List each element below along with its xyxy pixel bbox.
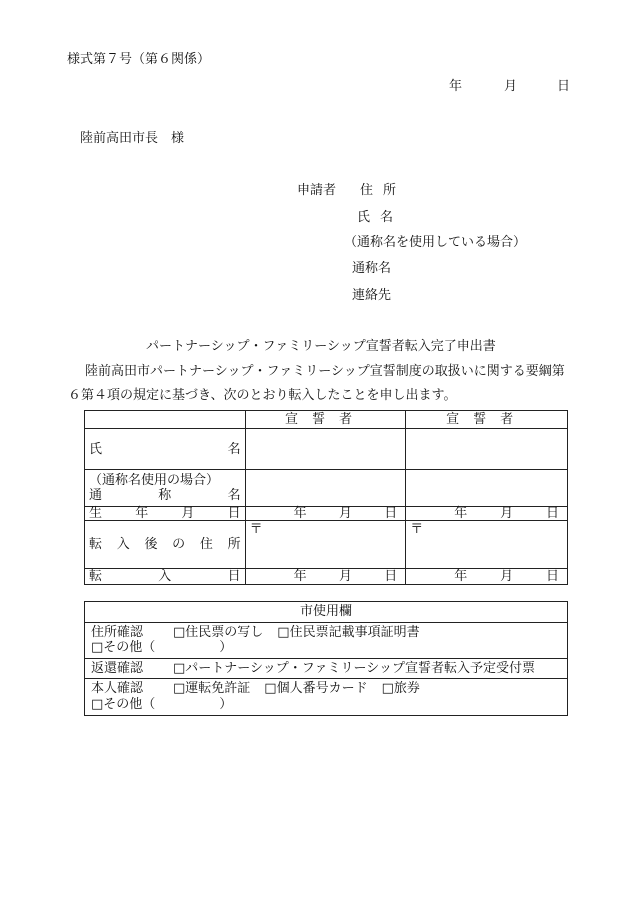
body-text-line-1: 陸前高田市パートナーシップ・ファミリーシップ宣誓制度の取扱いに関する要綱第 <box>85 364 565 379</box>
applicant-contact-label: 連絡先 <box>352 288 392 303</box>
declarant-2-alias-field[interactable] <box>406 470 568 507</box>
form-number: 様式第７号（第６関係） <box>67 52 211 67</box>
identity-check-option-other[interactable]: □その他（ <box>91 696 156 712</box>
date-month-unit: 月 <box>504 79 518 94</box>
document-title: パートナーシップ・ファミリーシップ宣誓者転入完了申出書 <box>146 339 496 354</box>
declarant-1-name-field[interactable] <box>245 429 406 470</box>
declarant-1-move-in-date-field[interactable]: 年 月 日 <box>245 569 406 585</box>
declarant-table <box>84 410 568 585</box>
applicant-label: 申請者 <box>297 183 337 198</box>
declarant-2-birthdate-field[interactable]: 年 月 日 <box>406 507 568 521</box>
address-check-option-resident-certificate[interactable]: □住民票記載事項証明書 <box>277 624 420 640</box>
office-use-table <box>84 601 568 716</box>
address-check-option-resident-copy[interactable]: □住民票の写し <box>173 624 264 640</box>
declarant-1-birthdate-field[interactable]: 年 月 日 <box>245 507 406 521</box>
postal-mark-icon: 〒 <box>249 522 263 537</box>
move-in-date-label: 転 入 日 <box>89 569 241 584</box>
table-header-row <box>85 411 568 429</box>
applicant-alias-label: 通称名 <box>352 261 392 276</box>
birthdate-label: 生 年 月 日 <box>89 506 241 521</box>
date-year-unit: 年 <box>449 79 463 94</box>
identity-check-option-license[interactable]: □運転免許証 <box>173 681 251 697</box>
declarant-2-name-field[interactable] <box>406 429 568 470</box>
birthdate-row <box>85 507 568 521</box>
addressee: 陸前高田市長 様 <box>80 131 185 146</box>
declarant-2-move-in-date-field[interactable]: 年 月 日 <box>406 569 568 585</box>
name-label: 氏 名 <box>89 441 241 457</box>
alias-label: 通 称 名 <box>89 488 241 503</box>
office-use-title: 市使用欄 <box>85 602 568 623</box>
applicant-name-label: 氏名 <box>357 210 404 225</box>
address-check-label: 住所確認 <box>91 624 144 640</box>
name-row <box>85 429 568 470</box>
declarant-2-header: 宣誓者 <box>406 411 568 429</box>
address-check-option-other[interactable]: □その他（ <box>91 640 156 656</box>
identity-check-label: 本人確認 <box>91 681 144 697</box>
applicant-alias-note: （通称名を使用している場合） <box>344 235 527 250</box>
body-text-line-2: ６第４項の規定に基づき、次のとおり転入したことを申し出ます。 <box>68 388 457 403</box>
declarant-1-header: 宣誓者 <box>245 411 406 429</box>
identity-check-option-passport[interactable]: □旅券 <box>381 681 420 697</box>
identity-check-section: 本人確認 □運転免許証 □個人番号カード □旅券 □その他（ ） <box>85 679 568 715</box>
return-check-option-receipt[interactable]: □パートナーシップ・ファミリーシップ宣誓者転入予定受付票 <box>173 660 535 676</box>
declarant-1-address-field[interactable] <box>245 521 406 569</box>
alias-note: （通称名使用の場合） <box>89 473 220 488</box>
identity-check-option-mynumber[interactable]: □個人番号カード <box>264 681 368 697</box>
date-day-unit: 日 <box>557 79 571 94</box>
return-check-section <box>85 658 568 679</box>
postal-mark-icon: 〒 <box>410 522 424 537</box>
address-check-section: 住所確認 □住民票の写し □住民票記載事項証明書 □その他（ ） <box>85 622 568 658</box>
alias-row <box>85 470 568 507</box>
new-address-label: 転 入 後 の 住 所 <box>89 537 241 552</box>
return-check-label: 返還確認 <box>91 660 144 676</box>
new-address-row <box>85 521 568 569</box>
applicant-address-label: 住所 <box>360 183 407 198</box>
declarant-1-alias-field[interactable] <box>245 470 406 507</box>
declarant-2-address-field[interactable] <box>406 521 568 569</box>
move-in-date-row <box>85 569 568 585</box>
